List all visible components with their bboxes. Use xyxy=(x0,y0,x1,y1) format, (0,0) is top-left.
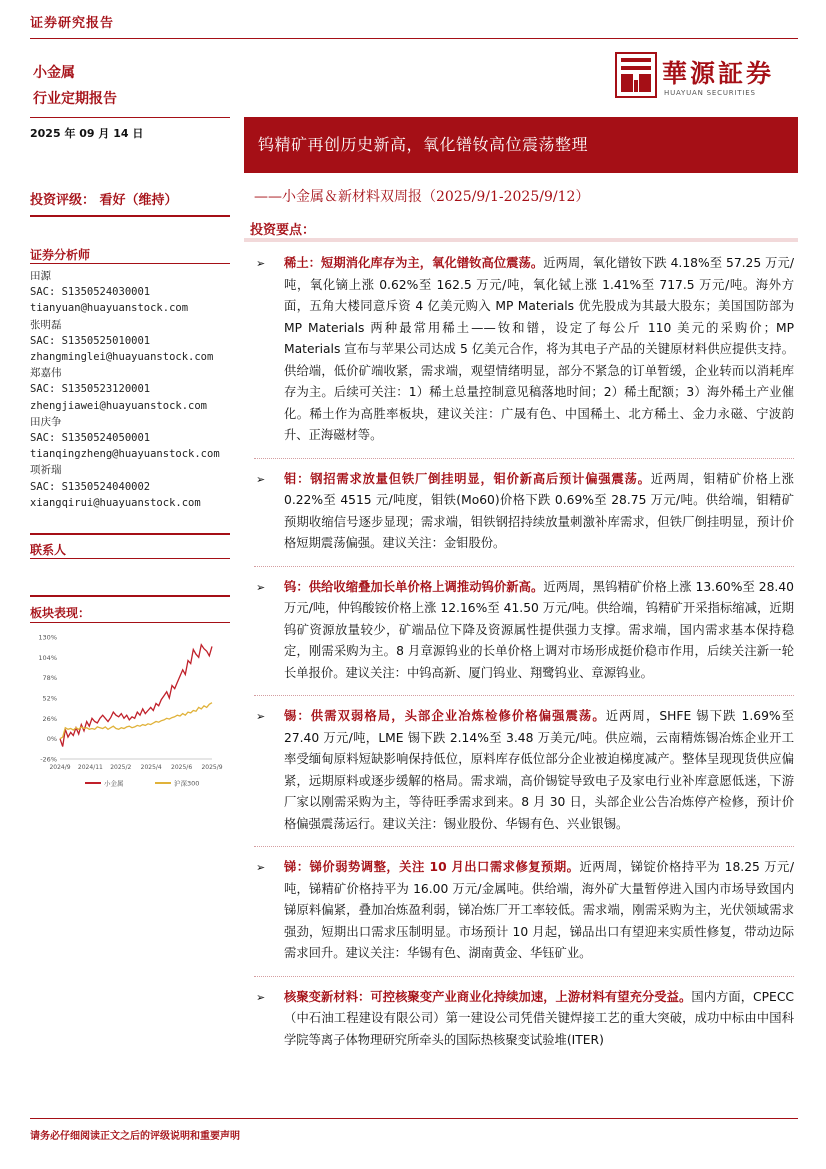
analyst-line: zhangminglei@huayuanstock.com xyxy=(30,351,214,364)
analyst-line: tianyuan@huayuanstock.com xyxy=(30,302,189,315)
bullet-separator xyxy=(254,846,794,847)
analysts-title: 证券分析师 xyxy=(30,248,91,262)
brand-name-cn: 華源証券 xyxy=(662,59,775,88)
key-point-body: 国内方面，CPECC（中石油工程建设有限公司）第一建设公司凭借关键焊接工艺的重大突破，成功中标由中国科学院等离子体物理研究所牵头的国际热核聚变试验堆(ITER) xyxy=(284,989,794,1047)
analyst-line: SAC: S1350524030001 xyxy=(30,286,151,299)
analyst-line: zhengjiawei@huayuanstock.com xyxy=(30,399,208,412)
logo-icon xyxy=(615,52,657,98)
analyst-line: SAC: S1350524040002 xyxy=(30,480,151,493)
arrow-bullet-icon: ➢ xyxy=(256,990,266,1004)
contact-divider xyxy=(30,558,230,559)
bullet-separator xyxy=(254,458,794,459)
key-point-heading: 钨：供给收缩叠加长单价格上调推动钨价新高。 xyxy=(284,579,544,594)
analyst-line: xiangqirui@huayuanstock.com xyxy=(30,496,201,509)
y-tick-label: -26% xyxy=(40,755,57,764)
series-line xyxy=(60,645,212,747)
x-tick-label: 2025/4 xyxy=(140,764,162,771)
key-points-list xyxy=(254,253,794,1051)
key-point-body: 近两周，锑锭价格持平为 18.25 万元/吨，锑精矿价格持平为 16.00 万元/金属吨。供给端，海外矿大量暂停进入国内市场导致国内锑原料偏紧，叠加冶炼盈利弱，锑冶炼厂开工率较低。需求端，刚需采购为主，光伏领域需求强劲，短期出口需求压制明显。市场预计 10 月起，锑品出口有望迎来实质性修复，带动边际需求回升。建议关注：华锡有色、湖南黄金、华钰矿业。 xyxy=(284,860,794,960)
arrow-bullet-icon: ➢ xyxy=(256,861,266,874)
left-divider-top xyxy=(30,117,230,118)
key-point-body: 近两周，SHFE 锡下跌 1.69%至 27.40 万元/吨，LME 锡下跌 2.14%至 3.48 万美元/吨。供应端，云南精炼锡冶炼企业开工率受缅甸原料短缺影响保持低位，原料库存低位部分企业被迫梯度减产。整体呈现现货供应偏紧，远期原料或逐步缓解的格局。需求端，高价锡锭导致电子及家电行业补库意愿低迷，下游厂家以刚需采购为主，等待旺季需求到来。8 月 30 日，头部企业公告冶炼停产检修，预计价格偏强震荡运行。建议关注：锡业股份、华锡有色、兴业银锡。 xyxy=(284,709,794,831)
arrow-bullet-icon: ➢ xyxy=(256,580,266,594)
analyst-line: 项祈瑞 xyxy=(30,464,62,477)
x-tick-label: 2024/11 xyxy=(77,764,103,771)
key-point-body: 近两周，黑钨精矿价格上涨 13.60%至 28.40 万元/吨，仲钨酸铵价格上涨 12.16%至 41.50 万元/吨。供给端，钨精矿开采指标缩减，近期钨矿资源放量较少，矿端品位下降及资源属性提供强力支撑。需求端，国内需求基本保持稳定，刚需采购为主。8 月章源钨业的长单价格上调对市场形成挺价稳市作用，后续关注新一轮长单报价。建议关注：中钨高新、厦门钨业、翔鹭钨业、章源钨业。 xyxy=(284,579,794,680)
key-point-heading: 锑：锑价弱势调整，关注 10 月出口需求修复预期。 xyxy=(284,860,580,874)
sector-name: 小金属 xyxy=(33,65,75,81)
analysts-divider xyxy=(30,263,230,264)
arrow-bullet-icon: ➢ xyxy=(256,257,266,270)
y-tick-label: 52% xyxy=(42,694,57,703)
legend-label: 沪深300 xyxy=(174,779,200,788)
y-tick-label: 78% xyxy=(42,674,57,683)
key-points-band xyxy=(244,238,798,242)
analyst-line: SAC: S1350524050001 xyxy=(30,432,151,445)
analyst-line: 田庆争 xyxy=(30,415,62,428)
investment-rating xyxy=(30,189,178,208)
x-tick-label: 2025/6 xyxy=(171,764,193,771)
analyst-line: SAC: S1350525010001 xyxy=(30,334,151,347)
key-points-title: 投资要点： xyxy=(250,223,316,238)
analyst-line: 郑嘉伟 xyxy=(30,367,62,380)
key-point-tin xyxy=(254,706,794,835)
key-point-heading: 核聚变新材料：可控核聚变产业商业化持续加速，上游材料有望充分受益。 xyxy=(284,989,692,1004)
report-title: 钨精矿再创历史新高，氧化镨钕高位震荡整理 xyxy=(244,117,798,173)
performance-divider xyxy=(30,622,230,623)
contact-title: 联系人 xyxy=(30,543,67,557)
contact-divider-top xyxy=(30,533,230,535)
report-subtitle: ——小金属＆新材料双周报（2025/9/1-2025/9/12） xyxy=(254,189,590,205)
bullet-separator xyxy=(254,566,794,567)
header-divider xyxy=(30,38,798,39)
y-tick-label: 130% xyxy=(38,633,57,642)
key-point-heading: 锡：供需双弱格局，头部企业冶炼检修价格偏强震荡。 xyxy=(284,709,606,723)
performance-divider-top xyxy=(30,595,230,597)
x-tick-label: 2025/2 xyxy=(110,764,132,771)
key-point-heading: 稀土：短期消化库存为主，氧化镨钕高位震荡。 xyxy=(284,256,544,270)
brand-name-en: HUAYUAN SECURITIES xyxy=(664,89,756,97)
analyst-line: tianqingzheng@huayuanstock.com xyxy=(30,448,220,461)
performance-title: 板块表现： xyxy=(30,606,91,620)
y-tick-label: 26% xyxy=(42,714,57,723)
x-tick-label: 2024/9 xyxy=(49,764,71,771)
footer-disclaimer: 请务必仔细阅读正文之后的评级说明和重要声明 xyxy=(30,1131,240,1142)
report-category: 证券研究报告 xyxy=(30,16,115,31)
key-point-rare-earth xyxy=(254,253,794,447)
analyst-line: 田源 xyxy=(30,270,51,282)
series-line xyxy=(60,703,212,739)
legend-label: 小金属 xyxy=(104,779,124,788)
arrow-bullet-icon: ➢ xyxy=(256,472,266,486)
report-date: 2025 年 09 月 14 日 xyxy=(30,127,144,140)
key-point-molybdenum xyxy=(254,469,794,555)
analysts-list xyxy=(30,268,220,511)
rating-value: 看好（维持） xyxy=(99,193,178,208)
rating-label: 投资评级： xyxy=(30,193,96,208)
key-point-antimony xyxy=(254,857,794,965)
report-type: 行业定期报告 xyxy=(33,91,117,107)
key-point-tungsten xyxy=(254,577,794,685)
bullet-separator xyxy=(254,695,794,696)
key-point-body: 近两周，氧化镨钕下跌 4.18%至 57.25 万元/吨，氧化镝上涨 0.62%至 162.5 万元/吨，氧化铽上涨 1.41%至 717.5 万元/吨。海外方面，五角大楼同意斥资 4 亿美元购入 MP Materials 优先股成为其最大股东；美国国防部为 MP Materials 两种最常用稀土——钕和镨，设定了每公斤 110 美元的采购价；MP Materials 宣布与苹果公司达成 5 亿美元合作，将为其电子产品的关键原材料供应提供支持。供给端，低价矿端收紧，需求端，观望情绪明显，部分不紧急的订单暂缓，企业转而以消耗库存为主。后续可关注：1）稀土总量控制意见稿落地时间；2）稀土配额；3）海外稀土产业催化。稀土作为高胜率板块，建议关注：广晟有色、中国稀土、北方稀土、金力永磁、宁波韵升、正海磁材等。 xyxy=(284,256,794,442)
footer-divider xyxy=(30,1118,798,1119)
x-tick-label: 2025/9 xyxy=(201,764,223,771)
y-tick-label: 104% xyxy=(38,653,57,662)
analyst-line: SAC: S1350523120001 xyxy=(30,383,151,396)
key-point-body: 近两周，钼精矿价格上涨 0.22%至 4515 元/吨度，钼铁(Mo60)价格下跌 0.69%至 28.75 万元/吨。供给端，钼精矿预期收缩信号逐步显现；需求端，钼铁钢招持续放量刺激补库需求，但铁厂倒挂明显，预计价格短期震荡偏强。建议关注：金钼股份。 xyxy=(284,471,794,550)
left-divider-rating xyxy=(30,215,230,217)
y-tick-label: 0% xyxy=(46,735,57,744)
sector-performance-chart xyxy=(30,627,223,797)
key-point-fusion-materials xyxy=(254,987,794,1052)
key-point-heading: 钼：钢招需求放量但铁厂倒挂明显，钼价新高后预计偏强震荡。 xyxy=(284,471,651,486)
arrow-bullet-icon: ➢ xyxy=(256,710,266,723)
analyst-line: 张明磊 xyxy=(30,318,62,331)
bullet-separator xyxy=(254,976,794,977)
